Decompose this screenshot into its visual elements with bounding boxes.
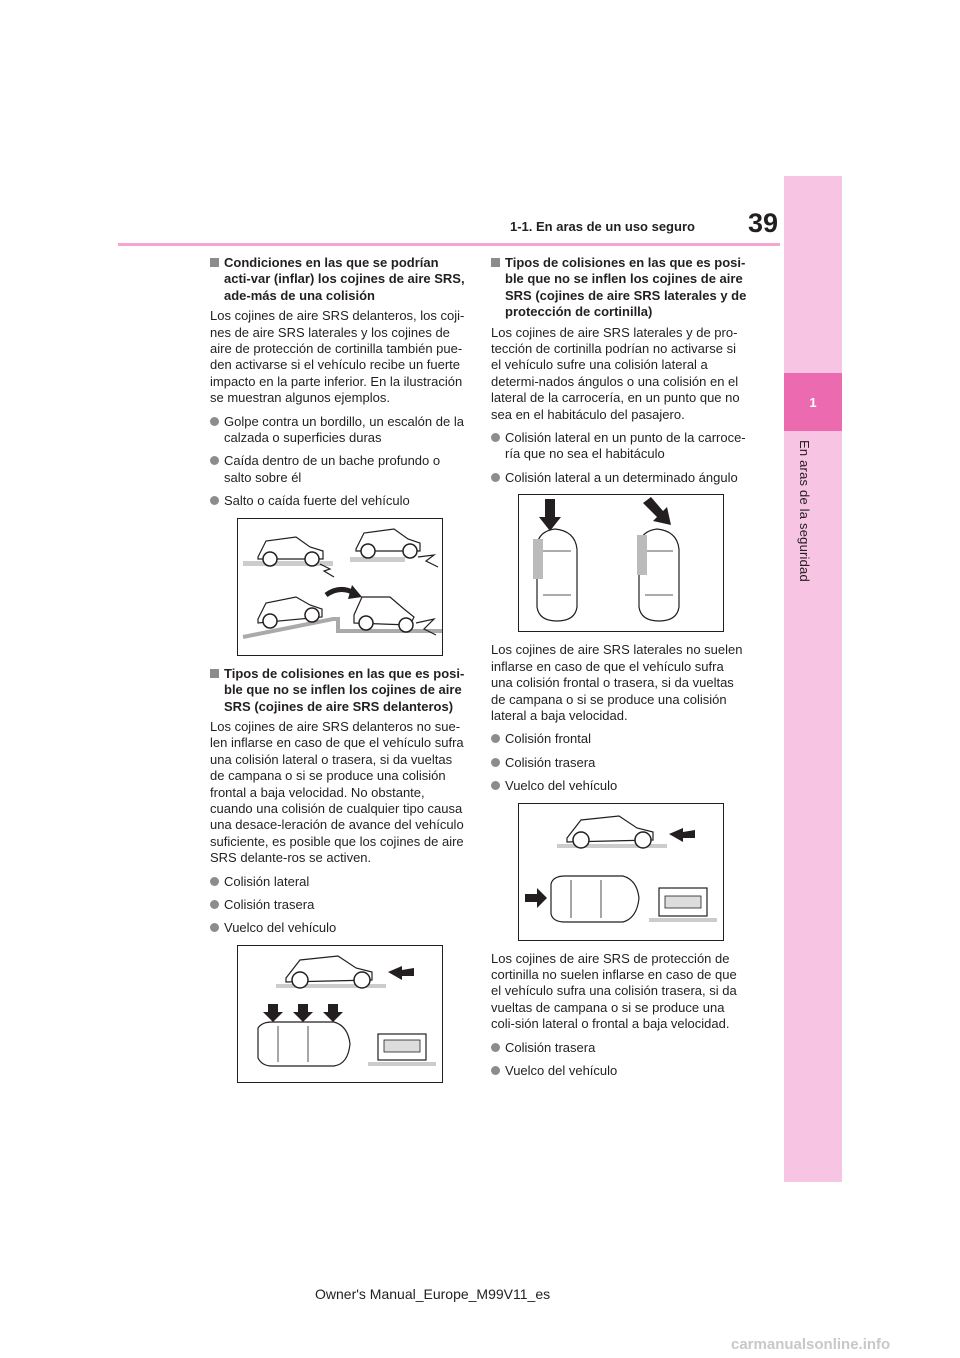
list-item: Vuelco del vehículo	[491, 1063, 747, 1079]
section-heading	[210, 666, 466, 715]
heading-text: Condiciones en las que se podrían acti-var (inflar) los cojines de aire SRS, ade-más de una colisión	[224, 255, 465, 303]
round-bullet-icon	[210, 496, 219, 505]
page-number: 39	[748, 208, 779, 238]
list-item: Golpe contra un bordillo, un escalón de la calzada o superficies duras	[210, 414, 466, 447]
left-column	[210, 255, 466, 1093]
round-bullet-icon	[210, 456, 219, 465]
list-item: Salto o caída fuerte del vehículo	[210, 493, 466, 509]
round-bullet-icon	[491, 1066, 500, 1075]
round-bullet-icon	[210, 900, 219, 909]
bump-impact-illustration	[237, 518, 443, 656]
square-bullet-icon	[210, 669, 219, 678]
list-item: Colisión lateral	[210, 874, 466, 890]
list-item: Vuelco del vehículo	[210, 920, 466, 936]
front-airbag-non-inflation-illustration	[237, 945, 443, 1083]
round-bullet-icon	[491, 473, 500, 482]
paragraph: Los cojines de aire SRS delanteros, los coji-nes de aire SRS laterales y los cojines de aire de protección de cortinilla también pue-den activarse si el vehículo recibe un fuerte impacto en la parte inferior. En la ilustración se muestran algunos ejemplos.	[210, 308, 465, 406]
watermark: carmanualsonline.info	[731, 1336, 891, 1353]
paragraph: Los cojines de aire SRS delanteros no sue-len inflarse en caso de que el vehículo sufra una colisión lateral o trasera, si da vueltas de campana o si se produce una colisión frontal a baja velocidad. No obstante, cuando una colisión de cualquier tipo causa una desace-leración de avance del vehículo suficiente, es posible que los cojines de aire SRS delante-ros se activen.	[210, 718, 464, 866]
manual-footer: Owner's Manual_Europe_M99V11_es	[315, 1286, 551, 1302]
section-title: 1-1. En aras de un uso seguro	[510, 219, 695, 234]
paragraph: Los cojines de aire SRS laterales no suelen inflarse en caso de que el vehículo sufra una colisión frontal o trasera, si da vueltas de campana o si se produce una colisión lateral a baja velocidad.	[491, 642, 743, 723]
list-item: Colisión trasera	[491, 1040, 747, 1056]
chapter-title: En aras de la seguridad	[797, 440, 812, 582]
list-item: Colisión trasera	[491, 755, 747, 771]
side-collision-angle-illustration	[518, 494, 724, 632]
round-bullet-icon	[491, 433, 500, 442]
list-item: Colisión frontal	[491, 731, 747, 747]
list-item: Colisión lateral en un punto de la carroce-ría que no sea el habitáculo	[491, 430, 747, 463]
list-item: Vuelco del vehículo	[491, 778, 747, 794]
right-column	[491, 255, 747, 1086]
list-item: Colisión lateral a un determinado ángulo	[491, 470, 747, 486]
heading-text: Tipos de colisiones en las que es posi-ble que no se inflen los cojines de aire SRS (cojines de aire SRS delanteros)	[224, 665, 465, 714]
round-bullet-icon	[491, 734, 500, 743]
round-bullet-icon	[210, 877, 219, 886]
chapter-number-badge: 1	[784, 373, 842, 431]
chapter-title-vertical	[791, 440, 821, 600]
side-airbag-non-inflation-illustration	[518, 803, 724, 941]
square-bullet-icon	[210, 258, 219, 267]
section-heading	[491, 255, 747, 321]
round-bullet-icon	[491, 781, 500, 790]
round-bullet-icon	[210, 417, 219, 426]
round-bullet-icon	[491, 758, 500, 767]
list-item: Colisión trasera	[210, 897, 466, 913]
heading-text: Tipos de colisiones en las que es posi-ble que no se inflen los cojines de aire SRS (cojines de aire SRS laterales y de protección de cortinilla)	[505, 255, 747, 320]
square-bullet-icon	[491, 258, 500, 267]
paragraph: Los cojines de aire SRS laterales y de pro-tección de cortinilla podrían no activarse si el vehículo sufre una colisión lateral a determi-nados ángulos o una colisión en el lateral de la carrocería, en un punto que no sea en el habitáculo del pasajero.	[491, 324, 740, 422]
list-item: Caída dentro de un bache profundo o salto sobre él	[210, 453, 466, 486]
chapter-side-tab	[784, 176, 842, 1182]
paragraph: Los cojines de aire SRS de protección de cortinilla no suelen inflarse en caso de que el vehículo sufra una colisión trasera, si da vueltas de campana o si se produce una coli-sión lateral o frontal a baja velocidad.	[491, 950, 737, 1032]
header-rule	[118, 243, 780, 246]
round-bullet-icon	[491, 1043, 500, 1052]
round-bullet-icon	[210, 923, 219, 932]
section-heading	[210, 255, 466, 304]
